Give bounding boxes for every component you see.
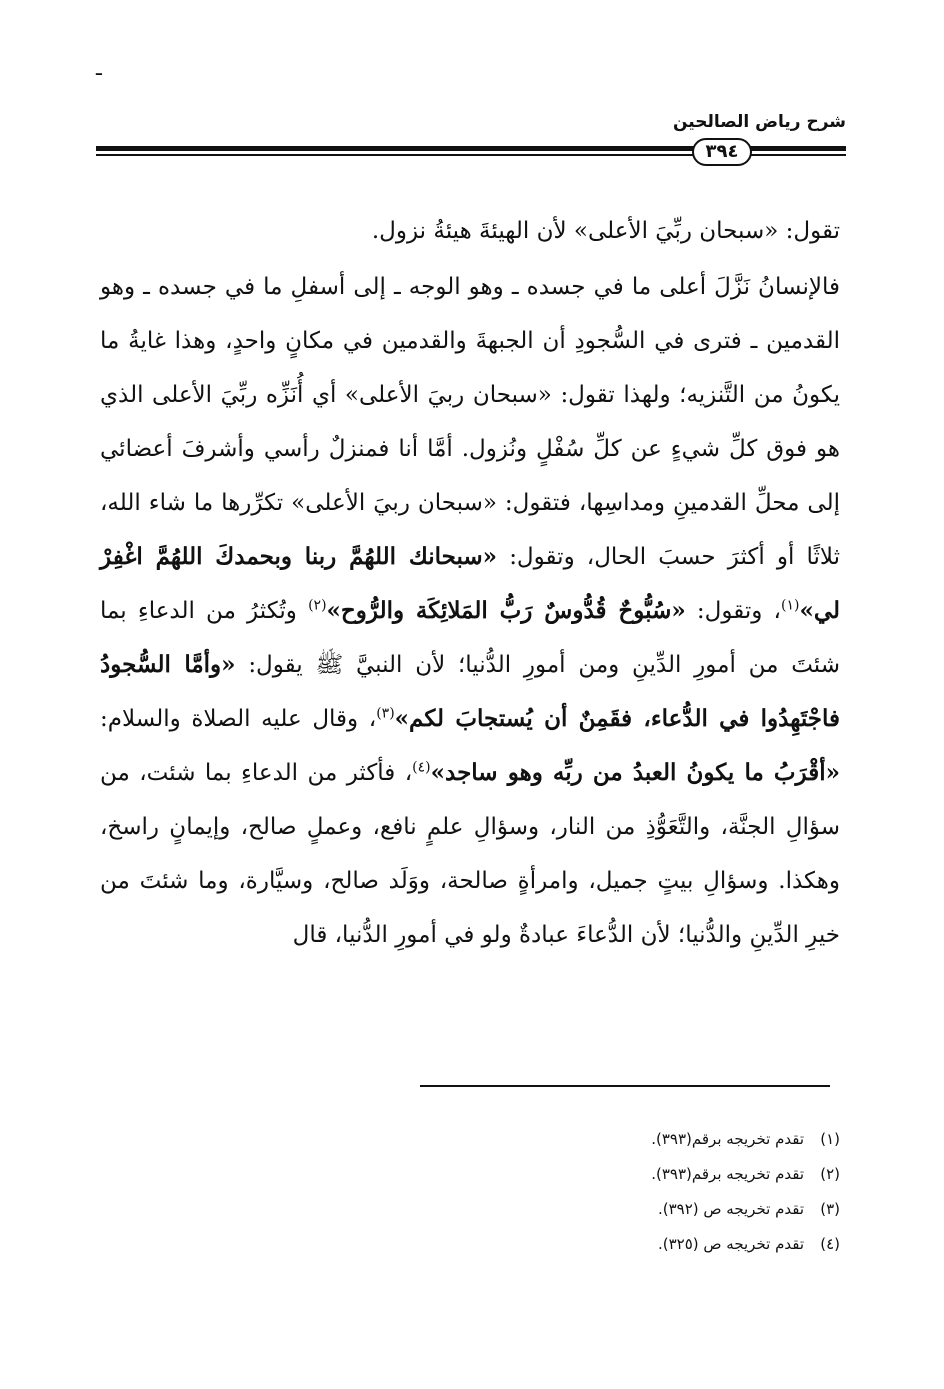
- footnotes: [420, 1122, 840, 1262]
- footnote-ref-3: (٣): [376, 705, 395, 722]
- paragraph-2: [100, 260, 840, 962]
- footnote-text: تقدم تخريجه برقم(٣٩٣).: [651, 1130, 804, 1148]
- footnote-number: (١): [820, 1130, 840, 1148]
- footnote-item: [420, 1122, 840, 1157]
- corner-mark: ـ: [96, 56, 102, 80]
- quote-dua: «سبحانك اللهُمَّ ربنا وبحمدكَ اللهُمَّ اغْفِرْ لي»: [100, 543, 840, 624]
- quote-hadith-aqrab: «أقْرَبُ ما يكونُ العبدُ من ربِّه وهو ساجد»: [430, 759, 841, 786]
- footnote-ref-1: (١): [780, 597, 800, 614]
- page-number: ٣٩٤: [692, 138, 752, 166]
- footnote-text: تقدم تخريجه ص (٣٢٥).: [657, 1235, 804, 1253]
- footnote-item: [420, 1157, 840, 1192]
- quote-hadith-sujud: «وأمَّا السُّجودُ فاجْتَهِدُوا في الدُّعاء، فقَمِنٌ أن يُستجابَ لكم»: [100, 651, 840, 732]
- footnote-text: تقدم تخريجه برقم(٣٩٣).: [651, 1165, 804, 1183]
- footnote-number: (٢): [820, 1165, 840, 1183]
- footnote-text: تقدم تخريجه ص (٣٩٢).: [657, 1200, 804, 1218]
- text-segment: ، وتقول:: [696, 598, 781, 624]
- page-header: [96, 112, 846, 164]
- book-title: شرح رياض الصالحين: [672, 112, 846, 132]
- text-segment: ، فأكثر من الدعاءِ بما شئت، من سؤالِ الجنَّة، والتَّعَوُّذِ من النار، وسؤالِ علمٍ نافع، وعملٍ صالح، وإيمانٍ راسخ، وهكذا. وسؤالِ بيتٍ جميل، وامرأةٍ صالحة، ووَلَد صالح، وسيَّارة، وما شئتَ من خيرِ الدِّينِ والدُّنيا؛ لأن الدُّعاءَ عبادةٌ ولو في أمورِ الدُّنيا، قال: [100, 760, 840, 948]
- paragraph-1: تقول: «سبحان ربِّيَ الأعلى» لأن الهيئةَ هيئةُ نزول.: [371, 218, 840, 244]
- footnote-item: [420, 1192, 840, 1227]
- quote-subbuh: «سُبُّوحٌ قُدُّوسٌ رَبُّ المَلائِكَة والرُّوح»: [326, 597, 686, 624]
- text-segment: وتُكثرُ من الدعاءِ بما شئتَ من أمورِ الدِّينِ ومن أمورِ الدُّنيا؛ لأن النبيَّ ﷺ يقول:: [100, 598, 841, 678]
- footnote-ref-4: (٤): [412, 759, 431, 776]
- text-segment: ، وقال عليه الصلاة والسلام:: [100, 706, 377, 732]
- text-segment: فالإنسانُ نَزَّلَ أعلى ما في جسده ـ وهو الوجه ـ إلى أسفلِ ما في جسده ـ وهو القدمين ـ فترى في السُّجودِ أن الجبهةَ والقدمين في مكانٍ واحدٍ، وهذا غايةُ ما يكونُ من التَّنزيه؛ ولهذا تقول: «سبحان ربيَ الأعلى» أي أُنَزِّه ربِّيَ الأعلى الذي هو فوق كلِّ شيءٍ عن كلِّ سُفْلٍ ونُزول. أمَّا أنا فمنزلٌ رأسي وأشرفَ أعضائي إلى محلِّ القدمينِ ومداسِها، فتقول: «سبحان ربيَ الأعلى» تكرِّرها ما شاء الله، ثلاثًا أو أكثرَ حسبَ الحال، وتقول:: [100, 274, 840, 570]
- main-text: [100, 204, 840, 962]
- footnote-separator: [420, 1085, 830, 1087]
- footnote-number: (٣): [820, 1200, 840, 1218]
- footnote-number: (٤): [820, 1235, 840, 1253]
- footnote-item: [420, 1227, 840, 1262]
- footnote-ref-2: (٢): [308, 597, 327, 614]
